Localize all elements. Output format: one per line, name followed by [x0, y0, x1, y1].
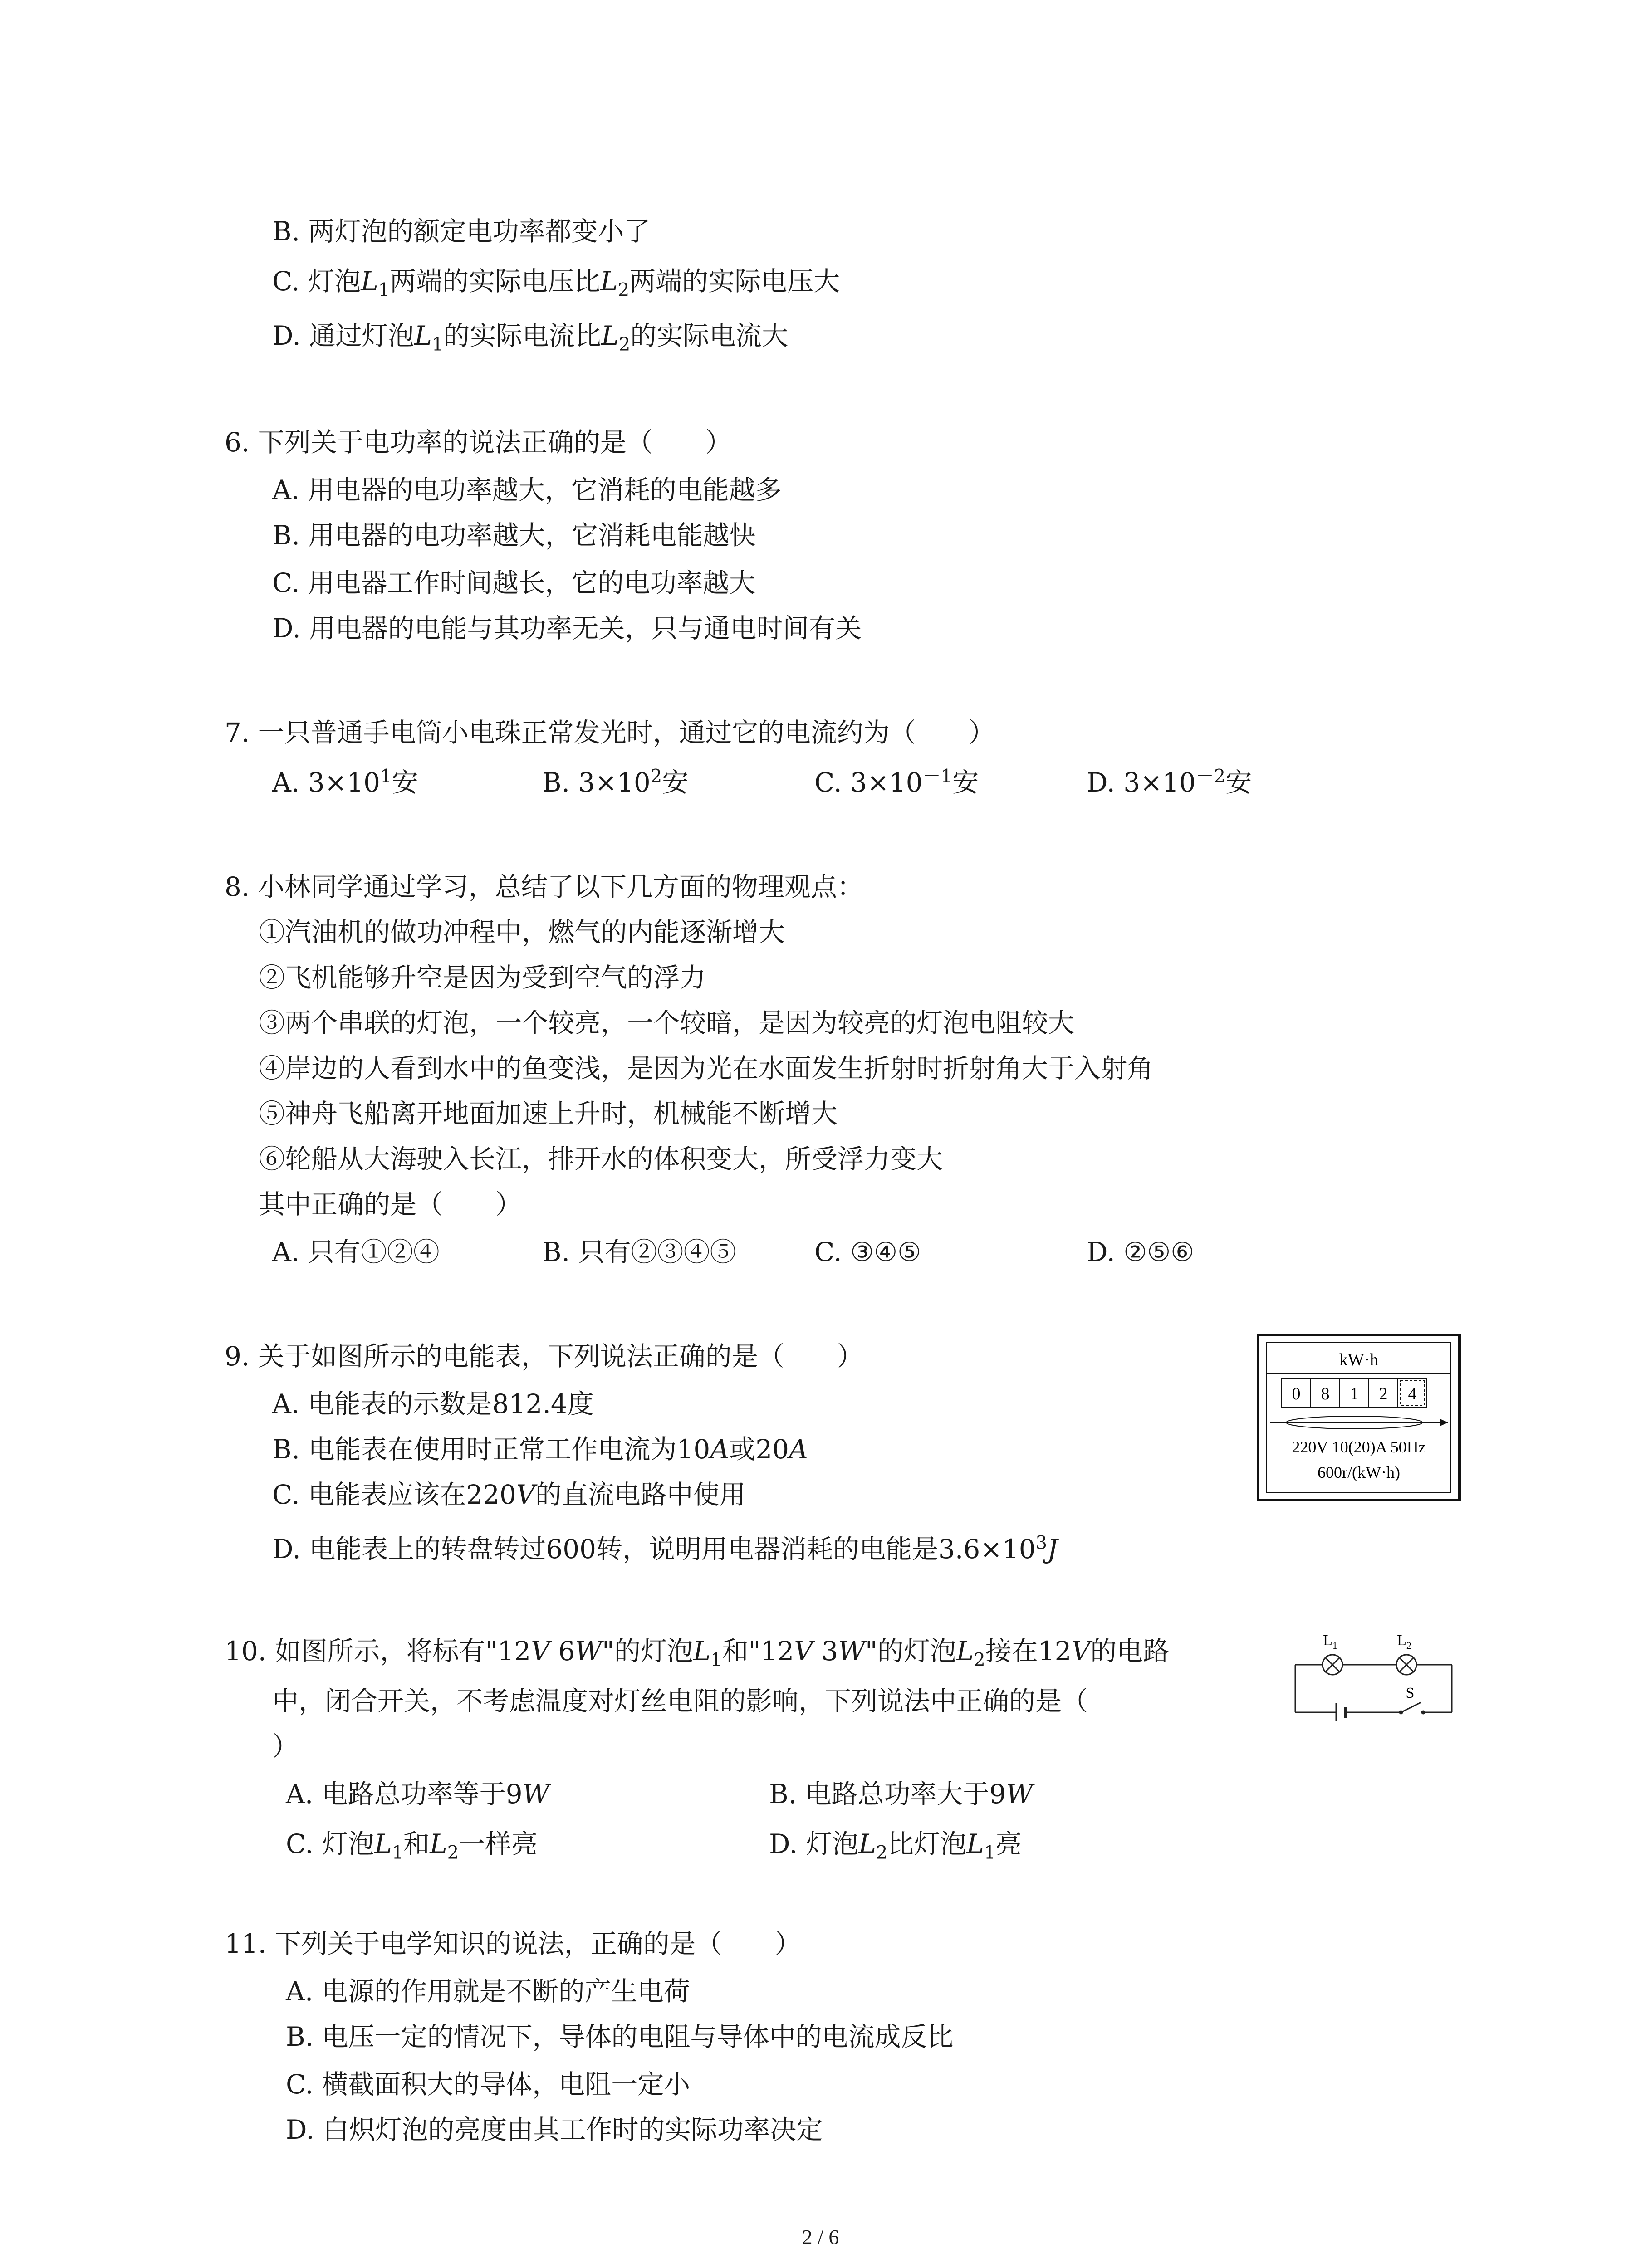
unit: V — [1071, 1636, 1091, 1667]
lamp-l2-icon — [1396, 1655, 1416, 1675]
digit: 2 — [1379, 1384, 1388, 1403]
sub: 1 — [431, 334, 444, 355]
sup: 1 — [380, 766, 392, 787]
text: 安 — [952, 767, 979, 798]
text: 安 — [392, 767, 418, 798]
text: 和 — [403, 1828, 430, 1859]
sub: 2 — [447, 1842, 459, 1863]
digit: 0 — [1292, 1384, 1301, 1403]
label-l1: $L_1$ — [1323, 1632, 1337, 1651]
q10-stem-line3: ） — [272, 1731, 299, 1762]
text: 安 — [662, 767, 689, 798]
q8-option-b: B. 只有②③④⑤ — [542, 1237, 736, 1267]
text: 亮 — [995, 1828, 1022, 1859]
q11-option-c: C. 横截面积大的导体，电阻一定小 — [286, 2069, 691, 2100]
text: A. 电路总功率等于9 — [286, 1779, 523, 1809]
q7-stem: 7. 一只普通手电筒小电珠正常发光时，通过它的电流约为（ ） — [225, 717, 995, 748]
text: B. 电路总功率大于9 — [769, 1779, 1006, 1809]
text: 安 — [1225, 767, 1252, 798]
electric-meter-figure — [1257, 1334, 1461, 1501]
text: C. 灯泡 — [286, 1828, 375, 1859]
text: D. 通过灯泡 — [272, 320, 415, 351]
var-L: L — [414, 320, 432, 351]
q6-option-c: C. 用电器工作时间越长，它的电功率越大 — [272, 567, 756, 598]
q6-option-d: D. 用电器的电能与其功率无关，只与通电时间有关 — [272, 613, 862, 644]
q8-ask: 其中正确的是（ ） — [259, 1189, 522, 1220]
digit: 4 — [1408, 1384, 1417, 1403]
q7-option-c — [814, 764, 979, 801]
text: 或20 — [729, 1434, 789, 1465]
q11-option-b: B. 电压一定的情况下，导体的电阻与导体中的电流成反比 — [286, 2021, 954, 2052]
q9-option-c — [272, 1476, 746, 1513]
q7-option-d — [1087, 764, 1252, 801]
q5-option-d — [272, 318, 788, 354]
text: 一样亮 — [459, 1828, 538, 1859]
q6-option-b: B. 用电器的电功率越大，它消耗电能越快 — [272, 520, 756, 551]
digit: 8 — [1321, 1384, 1330, 1403]
unit: V — [531, 1636, 550, 1667]
unit: W — [522, 1779, 550, 1809]
q11-option-a: A. 电源的作用就是不断的产生电荷 — [286, 1976, 690, 2007]
q10-option-b — [769, 1776, 1033, 1812]
meter-revolutions: 600r/(kW·h) — [1318, 1463, 1400, 1481]
text: 的直流电路中使用 — [535, 1479, 746, 1510]
label-switch: S — [1406, 1685, 1415, 1701]
lamp-l1-icon — [1323, 1655, 1342, 1675]
var-L: L — [601, 320, 619, 351]
unit: W — [838, 1636, 866, 1667]
text: "的灯泡 — [865, 1636, 956, 1667]
sup: 2 — [650, 766, 662, 787]
page-number: 2 / 6 — [802, 2225, 839, 2248]
unit: V — [794, 1636, 813, 1667]
circuit-diagram — [1288, 1622, 1461, 1730]
switch-icon — [1400, 1702, 1425, 1714]
sub: 2 — [617, 279, 630, 301]
q8-item: ②飞机能够升空是因为受到空气的浮力 — [259, 962, 706, 993]
battery-icon — [1336, 1703, 1345, 1721]
q6-option-a: A. 用电器的电功率越大，它消耗的电能越多 — [272, 474, 782, 505]
q10-stem-line2: 中，闭合开关，不考虑温度对灯丝电阻的影响，下列说法中正确的是（ — [272, 1686, 1088, 1716]
text: 和"12 — [722, 1636, 794, 1667]
q11-option-d: D. 白炽灯泡的亮度由其工作时的实际功率决定 — [286, 2114, 823, 2145]
q8-option-c: C. ③④⑤ — [814, 1237, 921, 1267]
q10-option-a — [286, 1776, 549, 1812]
q8-item: ④岸边的人看到水中的鱼变浅，是因为光在水面发生折射时折射角大于入射角 — [259, 1053, 1154, 1084]
q8-option-a: A. 只有①②④ — [272, 1237, 440, 1267]
q9-option-b — [272, 1431, 808, 1467]
unit: W — [1006, 1779, 1034, 1809]
sup: 3 — [1035, 1532, 1048, 1554]
var-L: L — [430, 1828, 447, 1859]
unit: J — [1047, 1534, 1058, 1564]
unit: A — [789, 1434, 808, 1465]
sub: 1 — [378, 279, 390, 301]
text: 两端的实际电压比 — [390, 266, 601, 297]
q10-stem-line1 — [225, 1633, 1169, 1669]
var-L: L — [374, 1828, 392, 1859]
var-L: L — [361, 266, 378, 297]
sub: 2 — [974, 1649, 985, 1671]
sup: －2 — [1195, 766, 1226, 787]
q7-option-b — [542, 764, 688, 801]
text: 比灯泡 — [887, 1828, 967, 1859]
q9-stem: 9. 关于如图所示的电能表，下列说法正确的是（ ） — [225, 1341, 863, 1372]
text: D. 灯泡 — [769, 1828, 859, 1859]
q6-stem: 6. 下列关于电功率的说法正确的是（ ） — [225, 427, 732, 458]
sub: 2 — [618, 334, 631, 355]
digit: 1 — [1350, 1384, 1359, 1403]
q10-option-c — [286, 1826, 538, 1862]
q5-option-b: B. 两灯泡的额定电功率都变小了 — [272, 216, 651, 247]
var-L: L — [966, 1828, 984, 1859]
text: C. 电能表应该在220 — [272, 1479, 516, 1510]
q9-option-a: A. 电能表的示数是812.4度 — [272, 1388, 594, 1419]
unit: W — [575, 1636, 603, 1667]
q11-stem: 11. 下列关于电学知识的说法，正确的是（ ） — [225, 1928, 801, 1959]
text: 的电路 — [1090, 1636, 1170, 1667]
q8-item: ⑥轮船从大海驶入长江，排开水的体积变大，所受浮力变大 — [259, 1144, 943, 1174]
text: A. 3×10 — [272, 767, 381, 798]
text: 的实际电流比 — [443, 320, 602, 351]
var-L: L — [600, 266, 618, 297]
meter-rating: 220V 10(20)A 50Hz — [1292, 1438, 1426, 1456]
text: B. 电能表在使用时正常工作电流为10 — [272, 1434, 710, 1465]
var-L: L — [693, 1636, 711, 1667]
q8-item: ③两个串联的灯泡，一个较亮，一个较暗，是因为较亮的灯泡电阻较大 — [259, 1007, 1075, 1038]
text: 两端的实际电压大 — [629, 266, 840, 297]
text: 接在12 — [985, 1636, 1072, 1667]
var-L: L — [956, 1636, 974, 1667]
unit: V — [516, 1479, 535, 1510]
text: 6 — [550, 1636, 575, 1667]
q10-option-d — [769, 1826, 1022, 1862]
text: "的灯泡 — [602, 1636, 693, 1667]
label-l2: $L_2$ — [1397, 1632, 1411, 1651]
q5-option-c — [272, 263, 840, 299]
text: C. 灯泡 — [272, 266, 361, 297]
q7-option-a — [272, 764, 418, 801]
text: B. 3×10 — [542, 767, 651, 798]
q8-stem: 8. 小林同学通过学习，总结了以下几方面的物理观点： — [225, 871, 863, 902]
q8-item: ⑤神舟飞船离开地面加速上升时，机械能不断增大 — [259, 1098, 838, 1129]
q8-item: ①汽油机的做功冲程中，燃气的内能逐渐增大 — [259, 917, 785, 948]
sub: 1 — [710, 1649, 722, 1671]
text: 3 — [813, 1636, 838, 1667]
meter-unit: kW·h — [1339, 1350, 1379, 1369]
text: C. 3×10 — [814, 767, 923, 798]
sub: 1 — [392, 1842, 404, 1863]
sub: 1 — [984, 1842, 996, 1863]
unit: A — [710, 1434, 730, 1465]
sup: －1 — [922, 766, 952, 787]
text: 10. 如图所示，将标有"12 — [225, 1636, 531, 1667]
q9-option-d — [272, 1531, 1058, 1567]
text: 的实际电流大 — [630, 320, 789, 351]
sub: 2 — [876, 1842, 888, 1863]
text: D. 电能表上的转盘转过600转，说明用电器消耗的电能是3.6×10 — [272, 1534, 1036, 1564]
q8-option-d: D. ②⑤⑥ — [1087, 1237, 1195, 1267]
text: D. 3×10 — [1087, 767, 1196, 798]
var-L: L — [858, 1828, 876, 1859]
